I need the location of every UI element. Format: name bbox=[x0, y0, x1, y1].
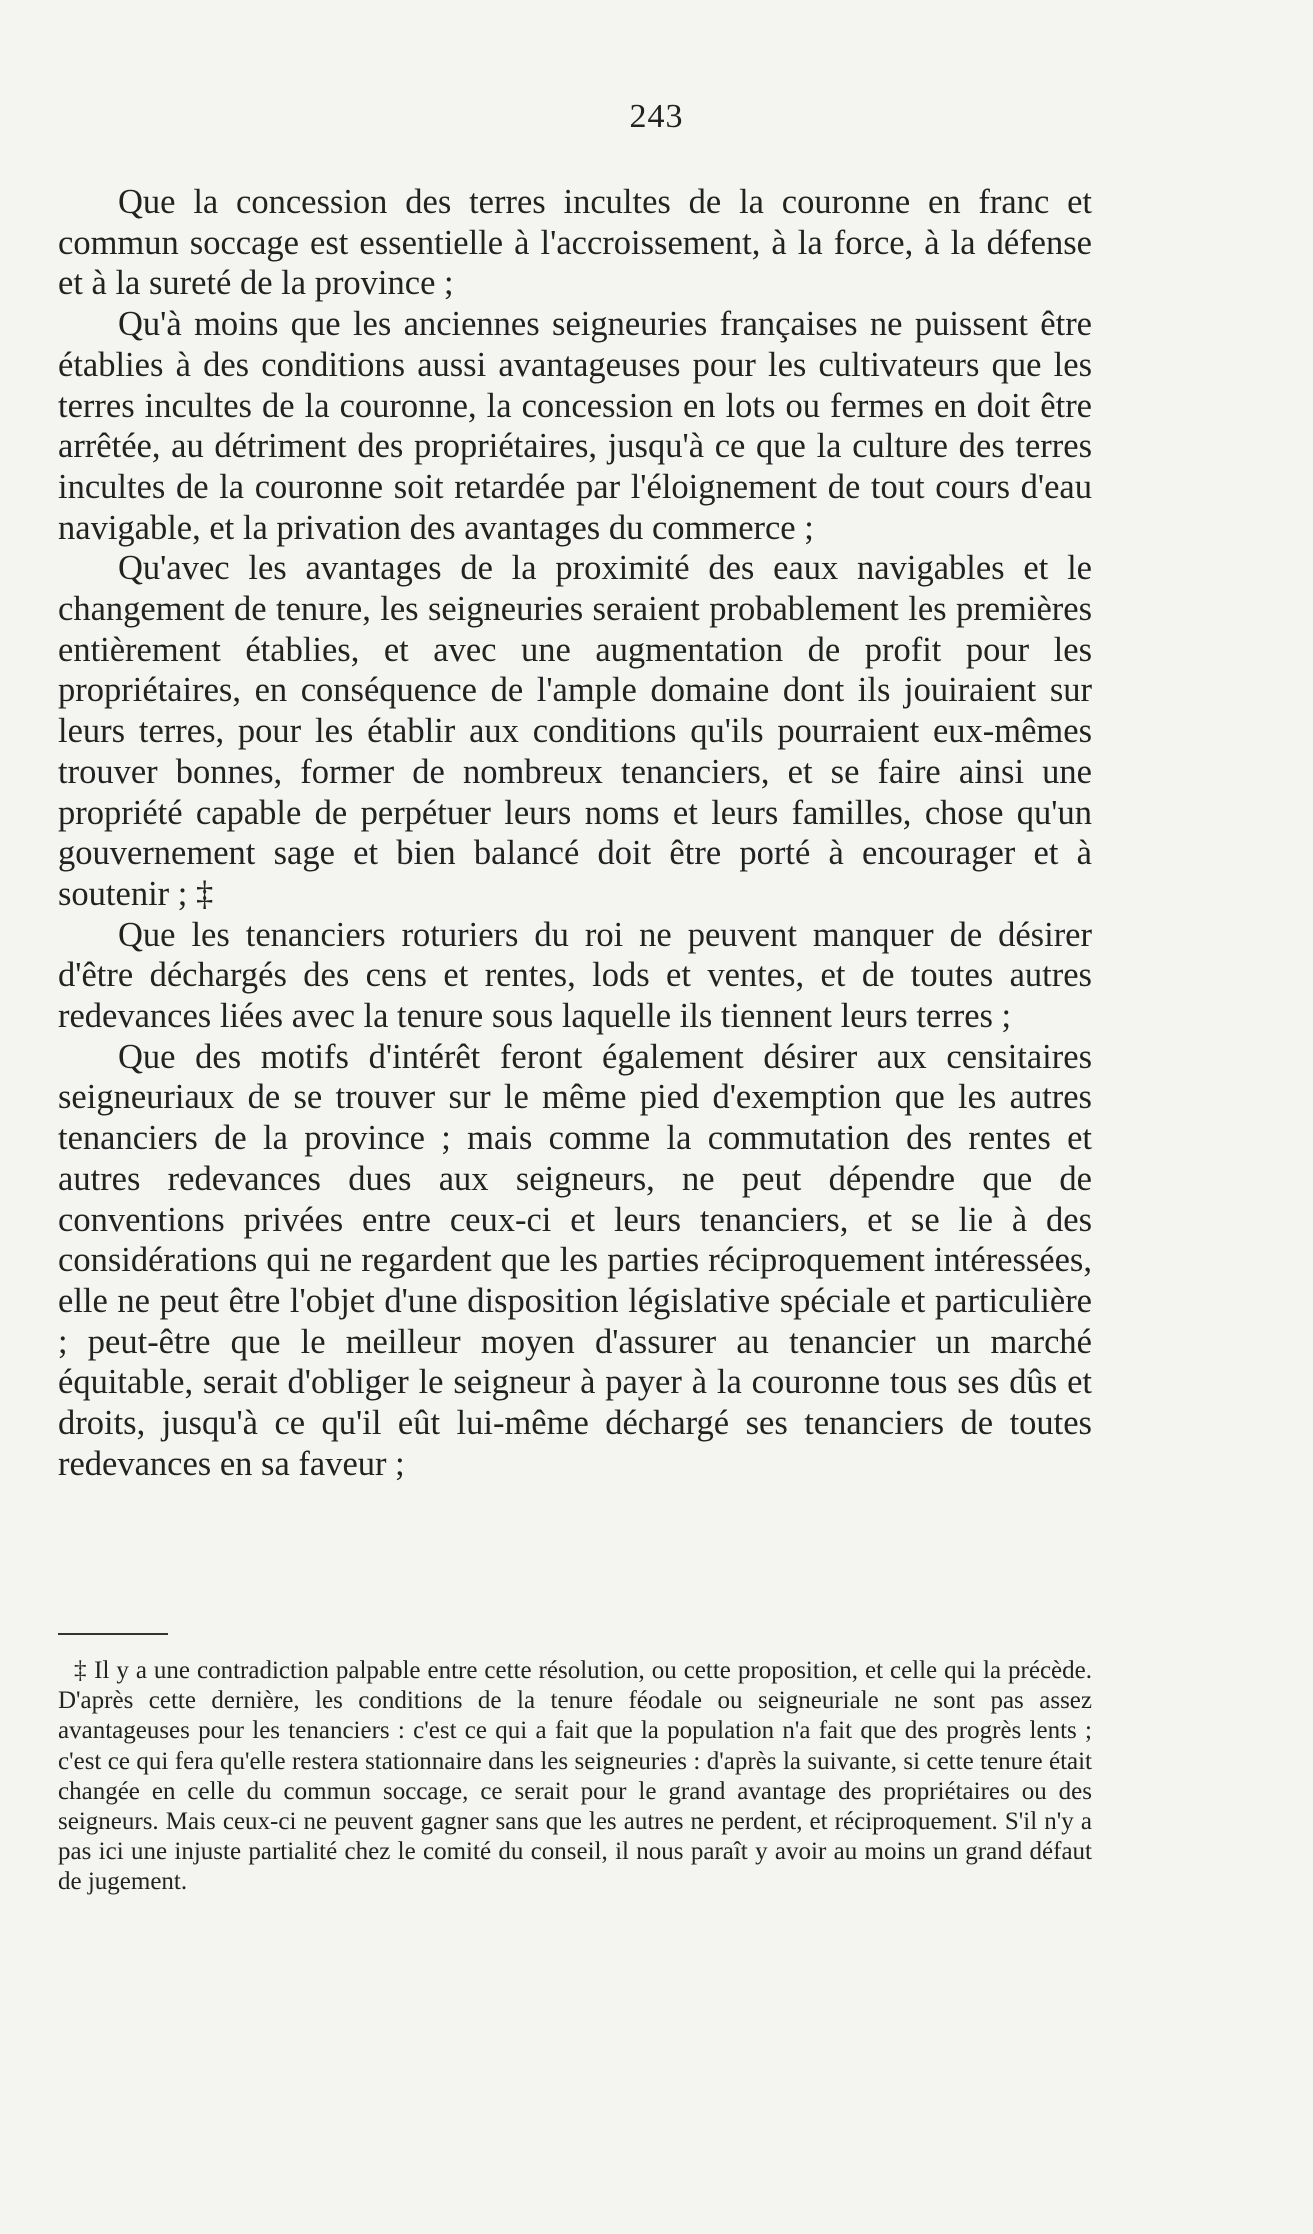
paragraph: Qu'à moins que les anciennes seigneuries françaises ne puissent être établies à des conditions aussi avantageuses pour les cultivateurs que les terres incultes de la couronne, la concession en lots ou fermes en doit être arrêtée, au détriment des propriétaires, jusqu'à ce que la culture des terres incultes de la couronne soit retardée par l'éloignement de tout cours d'eau navigable, et la privation des avantages du commerce ; bbox=[58, 305, 1092, 547]
footnote bbox=[58, 1656, 1092, 1898]
paragraph: Que la concession des terres incultes de la couronne en franc et commun soccage est essentielle à l'accroissement, à la force, à la défense et à la sureté de la province ; bbox=[58, 183, 1092, 303]
page-number: 243 bbox=[629, 98, 684, 135]
footnote-separator bbox=[58, 1633, 168, 1635]
footnote-text: ‡ Il y a une contradiction palpable entre cette résolution, ou cette proposition, et celle qui la précède. D'après cette dernière, les conditions de la tenure féodale ou seigneuriale ne sont pas assez avantageuses pour les tenanciers : c'est ce qui a fait que la population n'a fait que des progrès lents ; c'est ce qui fera qu'elle restera stationnaire dans les seigneuries : d'après la suivante, si cette tenure était changée en celle du commun soccage, ce serait pour le grand avantage des propriétaires ou des seigneurs. Mais ceux-ci ne peuvent gagner sans que les autres ne perdent, et réciproquement. S'il n'y a pas ici une injuste partialité chez le comité du conseil, il nous paraît y avoir au moins un grand défaut de jugement. bbox=[58, 1657, 1092, 1896]
paragraph: Qu'avec les avantages de la proximité des eaux navigables et le changement de tenure, les seigneuries seraient probablement les premières entièrement établies, et avec une augmentation de profit pour les propriétaires, en conséquence de l'ample domaine dont ils jouiraient sur leurs terres, pour les établir aux conditions qu'ils pourraient eux-mêmes trouver bonnes, former de nombreux tenanciers, et se faire ainsi une propriété capable de perpétuer leurs noms et leurs familles, chose qu'un gouvernement sage et bien balancé doit être porté à encourager et à soutenir ; ‡ bbox=[58, 549, 1092, 913]
paragraph: Que les tenanciers roturiers du roi ne peuvent manquer de désirer d'être déchargés des cens et rentes, lods et ventes, et de toutes autres redevances liées avec la tenure sous laquelle ils tiennent leurs terres ; bbox=[58, 915, 1092, 1036]
main-text bbox=[58, 182, 1092, 1485]
paragraph: Que des motifs d'intérêt feront également désirer aux censitaires seigneuriaux de se trouver sur le même pied d'exemption que les autres tenanciers de la province ; mais comme la commutation des rentes et autres redevances dues aux seigneurs, ne peut dépendre que de conventions privées entre ceux-ci et leurs tenanciers, et se lie à des considérations qui ne regardent que les parties réciproquement intéressées, elle ne peut être l'objet d'une disposition législative spéciale et particulière ; peut-être que le meilleur moyen d'assurer au tenancier un marché équitable, serait d'obliger le seigneur à payer à la couronne tous ses dûs et droits, jusqu'à ce qu'il eût lui-même déchargé ses tenanciers de toutes redevances en sa faveur ; bbox=[58, 1037, 1092, 1483]
